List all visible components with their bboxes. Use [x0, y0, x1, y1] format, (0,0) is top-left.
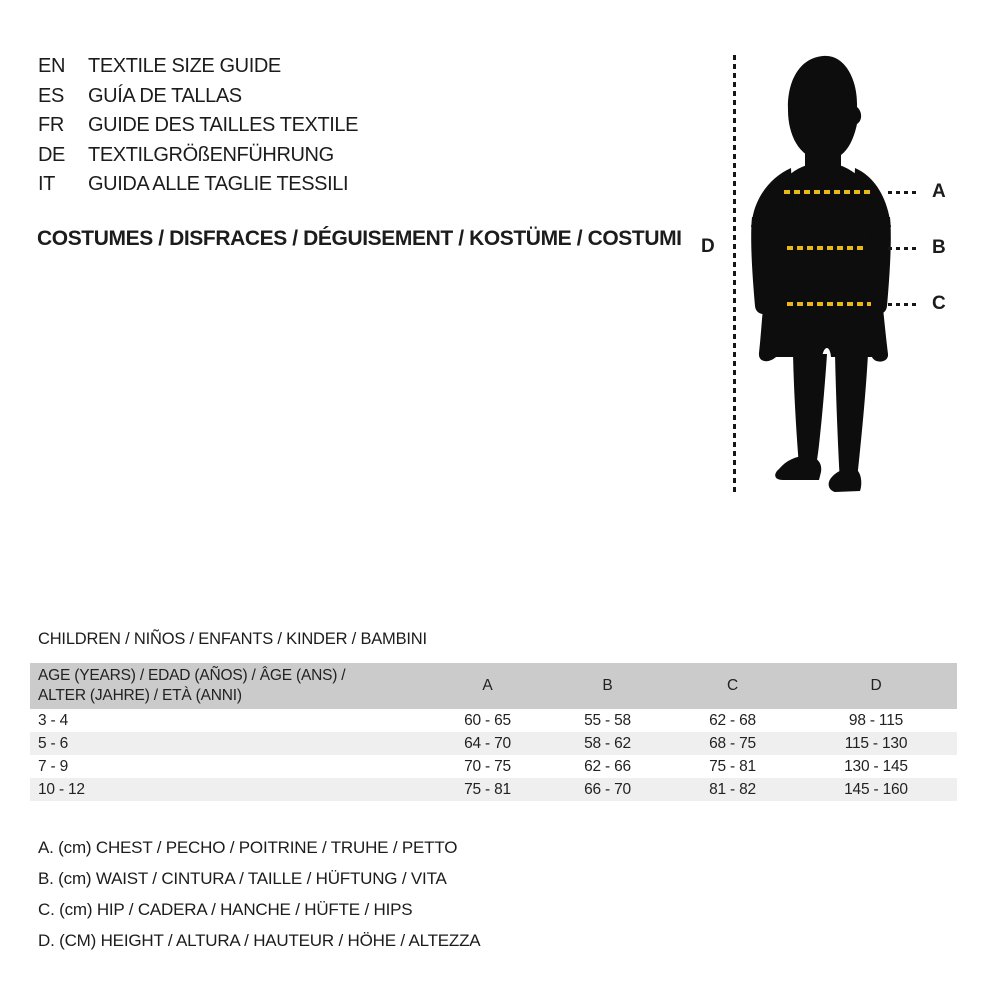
- lang-code: IT: [38, 173, 55, 196]
- height-label-d: D: [701, 236, 715, 257]
- column-header-d: D: [870, 677, 882, 694]
- table-section-heading: CHILDREN / NIÑOS / ENFANTS / KINDER / BAMBINI: [38, 630, 427, 648]
- age-cell: 3 - 4: [38, 711, 69, 729]
- chest-dash-line: [784, 190, 872, 194]
- lang-row-en: [38, 52, 358, 82]
- column-header-c: C: [727, 677, 738, 694]
- chest-cell: 75 - 81: [464, 780, 511, 798]
- height-cell: 145 - 160: [844, 780, 908, 798]
- hip-cell: 62 - 68: [709, 711, 756, 729]
- lang-title: TEXTILGRÖßENFÜHRUNG: [88, 143, 334, 166]
- hip-cell: 75 - 81: [709, 757, 756, 775]
- waist-label-b: B: [932, 237, 946, 258]
- waist-cell: 58 - 62: [584, 734, 631, 752]
- child-silhouette: [745, 50, 905, 495]
- size-table: [30, 663, 957, 801]
- lang-title: GUIDA ALLE TAGLIE TESSILI: [88, 173, 349, 196]
- hip-label-c: C: [932, 293, 946, 314]
- legend-item-height: D. (CM) HEIGHT / ALTURA / HAUTEUR / HÖHE / ALTEZZA: [38, 931, 481, 950]
- table-row: [30, 755, 957, 778]
- age-header-line1: AGE (YEARS) / EDAD (AÑOS) / ÂGE (ANS) /: [38, 667, 346, 684]
- chest-cell: 64 - 70: [464, 734, 511, 752]
- chest-label-a: A: [932, 181, 946, 202]
- hip-pointer-line: [888, 303, 920, 306]
- hip-cell: 68 - 75: [709, 734, 756, 752]
- waist-cell: 55 - 58: [584, 711, 631, 729]
- lang-code: DE: [38, 143, 65, 166]
- age-column-header: [30, 663, 430, 709]
- measurement-legend: [38, 832, 480, 956]
- chest-cell: 60 - 65: [464, 711, 511, 729]
- column-header-b: B: [602, 677, 613, 694]
- table-header-row: [30, 663, 957, 709]
- waist-cell: 62 - 66: [584, 757, 631, 775]
- age-header-line2: ALTER (JAHRE) / ETÀ (ANNI): [38, 687, 242, 704]
- age-cell: 7 - 9: [38, 757, 69, 775]
- legend-item-waist: B. (cm) WAIST / CINTURA / TAILLE / HÜFTUNG / VITA: [38, 869, 447, 888]
- chest-cell: 70 - 75: [464, 757, 511, 775]
- height-measure-line: [733, 55, 736, 495]
- legend-item-hip: C. (cm) HIP / CADERA / HANCHE / HÜFTE / HIPS: [38, 900, 413, 919]
- age-cell: 10 - 12: [38, 780, 85, 798]
- hip-cell: 81 - 82: [709, 780, 756, 798]
- lang-row-fr: [38, 111, 358, 141]
- lang-title: GUIDE DES TAILLES TEXTILE: [88, 114, 359, 137]
- lang-code: ES: [38, 84, 64, 107]
- lang-title: TEXTILE SIZE GUIDE: [88, 55, 281, 78]
- height-cell: 98 - 115: [848, 711, 904, 729]
- hip-dash-line: [787, 302, 871, 306]
- lang-title: GUÍA DE TALLAS: [88, 84, 242, 107]
- language-title-list: [38, 52, 358, 200]
- waist-pointer-line: [888, 247, 920, 250]
- table-row: [30, 778, 957, 801]
- lang-row-es: [38, 82, 358, 112]
- lang-row-de: [38, 141, 358, 171]
- chest-pointer-line: [888, 191, 920, 194]
- height-cell: 130 - 145: [844, 757, 908, 775]
- lang-row-it: [38, 170, 358, 200]
- table-row: [30, 732, 957, 755]
- height-cell: 115 - 130: [844, 734, 908, 752]
- lang-code: EN: [38, 55, 65, 78]
- waist-dash-line: [787, 246, 865, 250]
- waist-cell: 66 - 70: [584, 780, 631, 798]
- column-header-a: A: [482, 677, 493, 694]
- legend-item-chest: A. (cm) CHEST / PECHO / POITRINE / TRUHE / PETTO: [38, 838, 458, 857]
- age-cell: 5 - 6: [38, 734, 69, 752]
- lang-code: FR: [38, 114, 64, 137]
- category-heading: COSTUMES / DISFRACES / DÉGUISEMENT / KOSTÜME / COSTUMI: [37, 227, 682, 250]
- table-row: [30, 709, 957, 732]
